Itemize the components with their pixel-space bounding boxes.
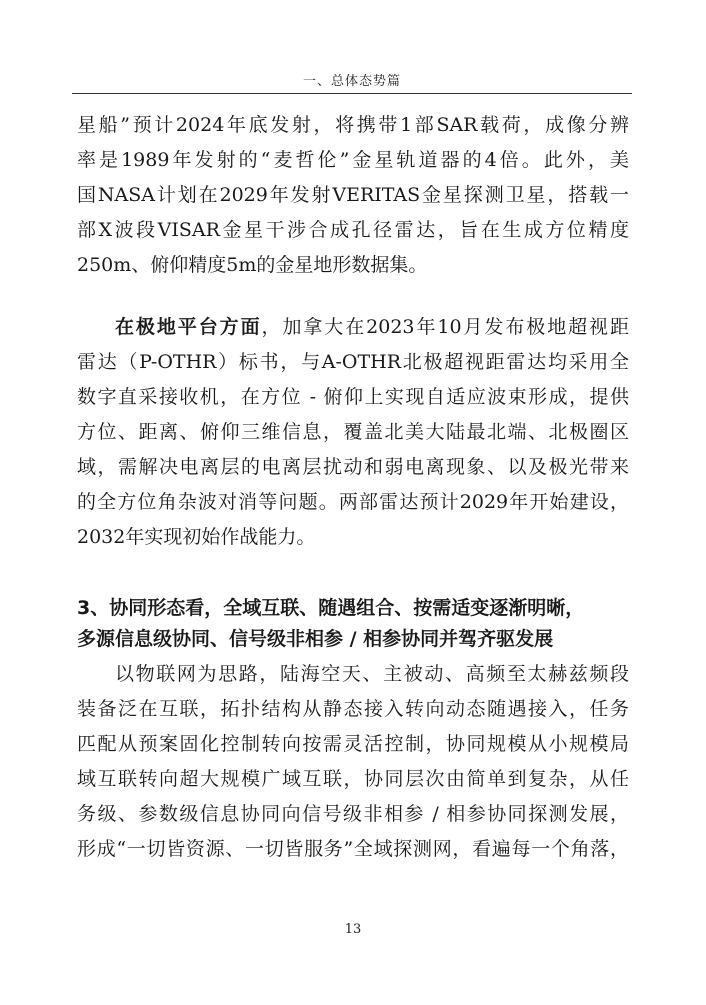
text-line: 形成“一切皆资源、一切皆服务”全域探测网，看遍每一个角落， [77,838,629,860]
text-line: 国NASA计划在2029年发射VERITAS金星探测卫星，搭载一 [77,184,629,206]
text-line: 的全方位角杂波对消等问题。两部雷达预计2029年开始建设， [77,491,629,513]
section-heading [77,593,629,655]
paragraph-venus-missions [77,108,629,283]
paragraph-polar-platform [77,310,629,555]
text-line: 方位、距离、俯仰三维信息，覆盖北美大陆最北端、北极圈区 [77,421,629,443]
text-line: 雷达（P-OTHR）标书，与A-OTHR北极超视距雷达均采用全 [77,351,629,373]
heading-line: 3、协同形态看，全域互联、随遇组合、按需适变逐渐明晰， [77,597,585,619]
text-line: 数字直采接收机，在方位 - 俯仰上实现自适应波束形成，提供 [77,386,629,408]
text-line: 域，需解决电离层的电离层扰动和弱电离现象、以及极光带来 [77,456,629,478]
text-line: 务级、参数级信息协同向信号级非相参 / 相参协同探测发展， [77,803,629,825]
text-line: 域互联转向超大规模广域互联，协同层次由简单到复杂，从任 [77,768,629,790]
paragraph-lead-bold: 在极地平台方面 [115,316,262,338]
paragraph-lead-rest: ，加拿大在2023年10月发布极地超视距 [261,316,629,338]
running-head: 一、总体态势篇 [302,74,401,89]
text-line: 匹配从预案固化控制转向按需灵活控制，协同规模从小规模局 [77,733,629,755]
heading-line: 多源信息级协同、信号级非相参 / 相参协同并驾齐驱发展 [77,628,554,650]
text-line: 星船”预计2024年底发射，将携带1部SAR载荷，成像分辨 [77,114,629,136]
page-number: 13 [344,922,362,937]
paragraph-collaboration [77,657,629,867]
header-rule [72,93,632,94]
text-line [77,310,629,345]
text-line: 以物联网为思路，陆海空天、主被动、高频至太赫兹频段 [115,663,629,685]
text-line: 部X波段VISAR金星干涉合成孔径雷达，旨在生成方位精度 [77,219,629,241]
text-line: 2032年实现初始作战能力。 [77,526,316,548]
text-line: 率是1989年发射的“麦哲伦”金星轨道器的4倍。此外，美 [77,149,629,171]
text-line: 250m、俯仰精度5m的金星地形数据集。 [77,254,428,276]
text-line: 装备泛在互联，拓扑结构从静态接入转向动态随遇接入，任务 [77,698,629,720]
